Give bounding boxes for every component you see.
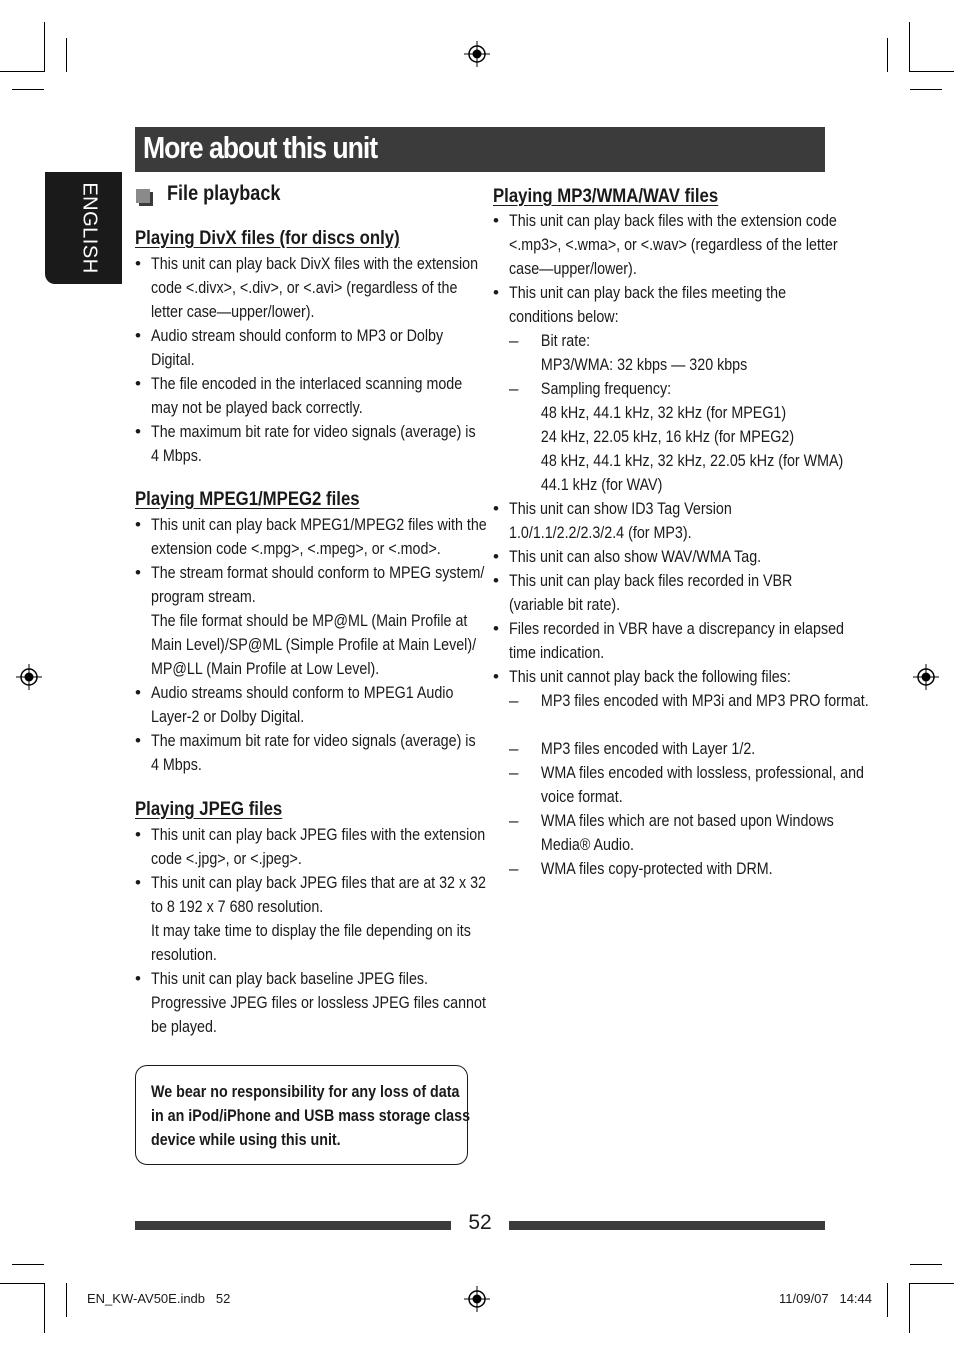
crop-mark xyxy=(887,38,888,72)
crop-mark xyxy=(887,1283,888,1317)
crop-mark xyxy=(0,71,44,72)
footer-bar-right xyxy=(509,1221,825,1230)
footer-bar-left xyxy=(135,1221,451,1230)
list-item: • This unit can play back DivX files with the extension code <.divx>, <.div>, or <.avi> (regardless of the letter case—upper/lower). xyxy=(135,254,479,321)
right-column xyxy=(493,182,869,881)
list-item: • Audio stream should conform to MP3 or Dolby Digital. xyxy=(135,326,444,369)
registration-mark-icon xyxy=(16,664,42,690)
registration-mark-icon xyxy=(464,1286,490,1312)
crop-mark xyxy=(910,1264,942,1265)
list-item: • This unit can play back files with the extension code <.mp3>, <.wma>, or <.wav> (regardless of the letter case—upper/lower). xyxy=(493,211,838,278)
sub-item: – WMA files which are not based upon Windows Media® Audio. xyxy=(509,811,834,854)
left-column-jpeg xyxy=(135,795,486,1039)
divx-heading: Playing DivX files (for discs only) xyxy=(135,227,400,249)
sub-item: 24 kHz, 22.05 kHz, 16 kHz (for MPEG2) xyxy=(540,427,795,446)
language-tab xyxy=(45,172,122,284)
section-title: File playback xyxy=(167,182,281,205)
list-item: • This unit can also show WAV/WMA Tag. xyxy=(493,547,762,566)
language-label: ENGLISH xyxy=(78,182,101,274)
sub-item: 48 kHz, 44.1 kHz, 32 kHz (for MPEG1) xyxy=(540,403,787,422)
disclaimer-text: We bear no responsibility for any loss of data in an iPod/iPhone and USB mass storage class device while using this unit. xyxy=(151,1082,471,1149)
print-file-info: EN_KW-AV50E.indb 52 xyxy=(87,1291,231,1306)
jpeg-heading: Playing JPEG files xyxy=(135,798,283,820)
list-item: • This unit can play back MPEG1/MPEG2 files with the extension code <.mpg>, <.mpeg>, or <.mod>. xyxy=(135,515,487,558)
list-item: • The file encoded in the interlaced scanning mode may not be played back correctly. xyxy=(135,374,463,417)
crop-mark xyxy=(909,1283,910,1333)
list-item: • This unit can play back JPEG files with the extension code <.jpg>, or <.jpeg>. xyxy=(135,825,486,868)
left-column xyxy=(135,224,479,468)
crop-mark xyxy=(0,1283,44,1284)
registration-mark-icon xyxy=(464,41,490,67)
list-item: • This unit can play back baseline JPEG files. xyxy=(135,969,429,988)
sub-item: – WMA files copy-protected with DRM. xyxy=(509,859,773,878)
list-item: • This unit can show ID3 Tag Version 1.0/1.1/2.2/2.3/2.4 (for MP3). xyxy=(493,499,732,542)
jpeg-list xyxy=(135,823,486,1039)
crop-mark xyxy=(12,1264,44,1265)
mpeg-list xyxy=(135,513,487,777)
sub-item: – Sampling frequency: xyxy=(509,379,672,398)
section-square-icon xyxy=(136,189,150,203)
list-item: • This unit cannot play back the following files: xyxy=(493,667,791,686)
list-item: Progressive JPEG files or lossless JPEG files cannot be played. xyxy=(151,993,486,1036)
page-number: 52 xyxy=(468,1211,492,1234)
page-title-bar xyxy=(135,127,825,172)
crop-mark xyxy=(66,1283,67,1317)
mpeg-heading: Playing MPEG1/MPEG2 files xyxy=(135,488,360,510)
list-item: • The stream format should conform to MPEG system/ program stream. xyxy=(135,563,485,606)
sub-item: 48 kHz, 44.1 kHz, 32 kHz, 22.05 kHz (for WMA) xyxy=(540,451,844,470)
sub-item: – MP3 files encoded with MP3i and MP3 PRO format. xyxy=(509,691,869,710)
left-column-mpeg xyxy=(135,485,487,777)
list-item: It may take time to display the file depending on its resolution. xyxy=(151,921,471,964)
list-item: • This unit can play back JPEG files that are at 32 x 32 to 8 192 x 7 680 resolution. xyxy=(135,873,486,916)
disclaimer-box xyxy=(135,1065,471,1165)
list-item: • The maximum bit rate for video signals (average) is 4 Mbps. xyxy=(135,422,476,465)
sub-item: – WMA files encoded with lossless, professional, and voice format. xyxy=(509,763,864,806)
list-item: • This unit can play back the files meeting the conditions below: xyxy=(493,283,787,326)
divx-list xyxy=(135,252,479,468)
crop-mark xyxy=(910,71,954,72)
list-item: • This unit can play back files recorded in VBR (variable bit rate). xyxy=(493,571,793,614)
mp3-heading: Playing MP3/WMA/WAV files xyxy=(493,185,719,207)
crop-mark xyxy=(909,22,910,72)
list-item: • The maximum bit rate for video signals (average) is 4 Mbps. xyxy=(135,731,476,774)
crop-mark xyxy=(910,1283,954,1284)
sub-item: – Bit rate: xyxy=(509,331,591,350)
crop-mark xyxy=(44,22,45,72)
crop-mark xyxy=(910,89,942,90)
sub-item: – MP3 files encoded with Layer 1/2. xyxy=(509,739,756,758)
crop-mark xyxy=(12,89,44,90)
sub-item: 44.1 kHz (for WAV) xyxy=(540,475,663,494)
crop-mark xyxy=(66,38,67,72)
page-title: More about this unit xyxy=(143,130,378,165)
list-item: The file format should be MP@ML (Main Profile at Main Level)/SP@ML (Simple Profile at Main Level)/ MP@LL (Main Profile at Low Level). xyxy=(151,611,477,678)
crop-mark xyxy=(44,1283,45,1333)
mp3-list xyxy=(493,209,869,881)
list-item: • Files recorded in VBR have a discrepancy in elapsed time indication. xyxy=(493,619,844,662)
sub-item: MP3/WMA: 32 kbps — 320 kbps xyxy=(540,355,748,374)
list-item: • Audio streams should conform to MPEG1 Audio Layer-2 or Dolby Digital. xyxy=(135,683,454,726)
print-date-time: 11/09/07 14:44 xyxy=(779,1291,873,1306)
registration-mark-icon xyxy=(913,664,939,690)
